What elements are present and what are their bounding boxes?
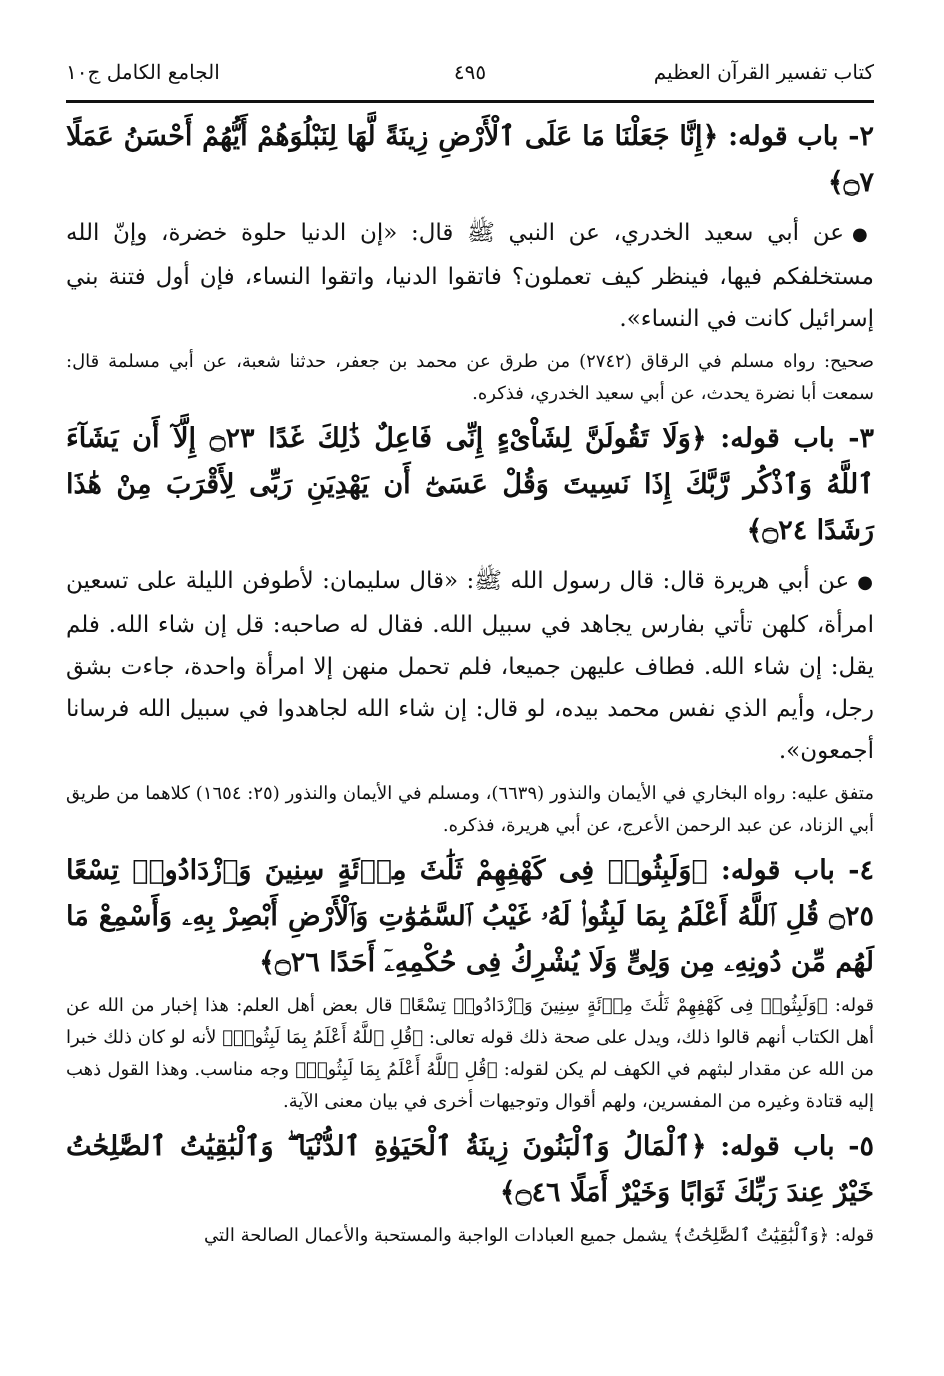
volume-label: الجامع الكامل ج١٠ xyxy=(66,60,220,84)
hadith-2 xyxy=(66,212,874,340)
page-content xyxy=(66,114,874,1252)
page-number: ٤٩٥ xyxy=(453,60,487,84)
takhrij-note-2: صحيح: رواه مسلم في الرقاق (٢٧٤٢) من طرق عن محمد بن جعفر، حدثنا شعبة، عن أبي مسلمة قال: سمعت أبا نضرة يحدث، عن أبي سعيد الخدري، فذكره. xyxy=(66,351,874,404)
header-rule xyxy=(66,100,874,103)
chapter-heading-5: ٥- باب قوله: ﴿ٱلْمَالُ وَٱلْبَنُونَ زِينَةُ ٱلْحَيَوٰةِ ٱلدُّنْيَا ۖ وَٱلْبَٰقِيَٰتُ ٱلصَّٰلِحَٰتُ خَيْرٌ عِندَ رَبِّكَ ثَوَابًا وَخَيْرٌ أَمَلًا ۝٤٦﴾ xyxy=(66,1131,874,1208)
takhrij-note-3: متفق عليه: رواه البخاري في الأيمان والنذور (٦٦٣٩)، ومسلم في الأيمان والنذور (٢٥: ١٦٥٤) كلاهما من طريق أبي الزناد، عن عبد الرحمن الأعرج، عن أبي هريرة، فذكره. xyxy=(66,783,874,836)
chapter-heading-4: ٤- باب قوله: ﴿وَلَبِثُوا۟ فِى كَهْفِهِمْ ثَلَٰثَ مِا۟ئَةٍ سِنِينَ وَٱزْدَادُوا۟ تِسْعًا ۝٢٥ قُلِ ٱللَّهُ أَعْلَمُ بِمَا لَبِثُوا۟ لَهُۥ غَيْبُ ٱلسَّمَٰوَٰتِ وَٱلْأَرْضِ أَبْصِرْ بِهِۦ وَأَسْمِعْ مَا لَهُم مِّن دُونِهِۦ مِن وَلِىٍّ وَلَا يُشْرِكُ فِى حُكْمِهِۦٓ أَحَدًا ۝٢٦﴾ xyxy=(66,855,874,978)
hadith-3-text: عن أبي هريرة قال: قال رسول الله ﷺ: «قال سليمان: لأطوفن الليلة على تسعين امرأة، كلهن تأتي بفارس يجاهد في سبيل الله. فقال له صاحبه: قل إن شاء الله. فلم يقل: إن شاء الله. فطاف عليهن جميعا، فلم تحمل منهن إلا امرأة واحدة، جاءت بشق رجل، وأيم الذي نفس محمد بيده، لو قال: إن شاء الله لجاهدوا في سبيل الله فرسانا أجمعون». xyxy=(66,568,874,764)
chapter-heading-3: ٣- باب قوله: ﴿وَلَا تَقُولَنَّ لِشَاْىْءٍ إِنِّى فَاعِلٌ ذَٰلِكَ غَدًا ۝٢٣ إِلَّآ أَن يَشَآءَ ٱللَّهُ وَٱذْكُر رَّبَّكَ إِذَا نَسِيتَ وَقُلْ عَسَىٰٓ أَن يَهْدِيَنِ رَبِّى لِأَقْرَبَ مِنْ هَٰذَا رَشَدًا ۝٢٤﴾ xyxy=(66,423,874,546)
book-title: كتاب تفسير القرآن العظيم xyxy=(653,60,874,84)
commentary-5: قوله: ﴿وَٱلْبَٰقِيَٰتُ ٱلصَّٰلِحَٰتُ﴾ يشمل جميع العبادات الواجبة والمستحبة والأعمال الصالحة التي xyxy=(203,1225,874,1246)
commentary-4: قوله: ﴿وَلَبِثُوا۟ فِى كَهْفِهِمْ ثَلَٰثَ مِا۟ئَةٍ سِنِينَ وَٱزْدَادُوا۟ تِسْعًا﴾ قال بعض أهل العلم: هذا إخبار من الله عن أهل الكتاب أنهم قالوا ذلك، ويدل على صحة ذلك قوله تعالى: ﴿قُلِ ٱللَّهُ أَعْلَمُ بِمَا لَبِثُوا۟﴾ لأنه لو كان ذلك خبرا من الله عن مقدار لبثهم في الكهف لم يكن لقوله: ﴿قُلِ ٱللَّهُ أَعْلَمُ بِمَا لَبِثُوا۟﴾ وجه مناسب. وهذا القول ذهب إليه قتادة وغيره من المفسرين، ولهم أقوال وتوجيهات أخرى في بيان معنى الآية. xyxy=(66,995,874,1112)
hadith-3 xyxy=(66,560,874,772)
running-header xyxy=(66,58,874,98)
hadith-2-text: عن أبي سعيد الخدري، عن النبي ﷺ قال: «إن الدنيا حلوة خضرة، وإنّ الله مستخلفكم فيها، فينظر كيف تعملون؟ فاتقوا الدنيا، واتقوا النساء، فإن أول فتنة بني إسرائيل كانت في النساء». xyxy=(66,220,874,332)
bullet-icon: ● xyxy=(851,224,874,245)
bullet-icon: ● xyxy=(857,572,874,593)
chapter-heading-2: ٢- باب قوله: ﴿إِنَّا جَعَلْنَا مَا عَلَى ٱلْأَرْضِ زِينَةً لَّهَا لِنَبْلُوَهُمْ أَيُّهُمْ أَحْسَنُ عَمَلًا ۝٧﴾ xyxy=(66,121,874,198)
